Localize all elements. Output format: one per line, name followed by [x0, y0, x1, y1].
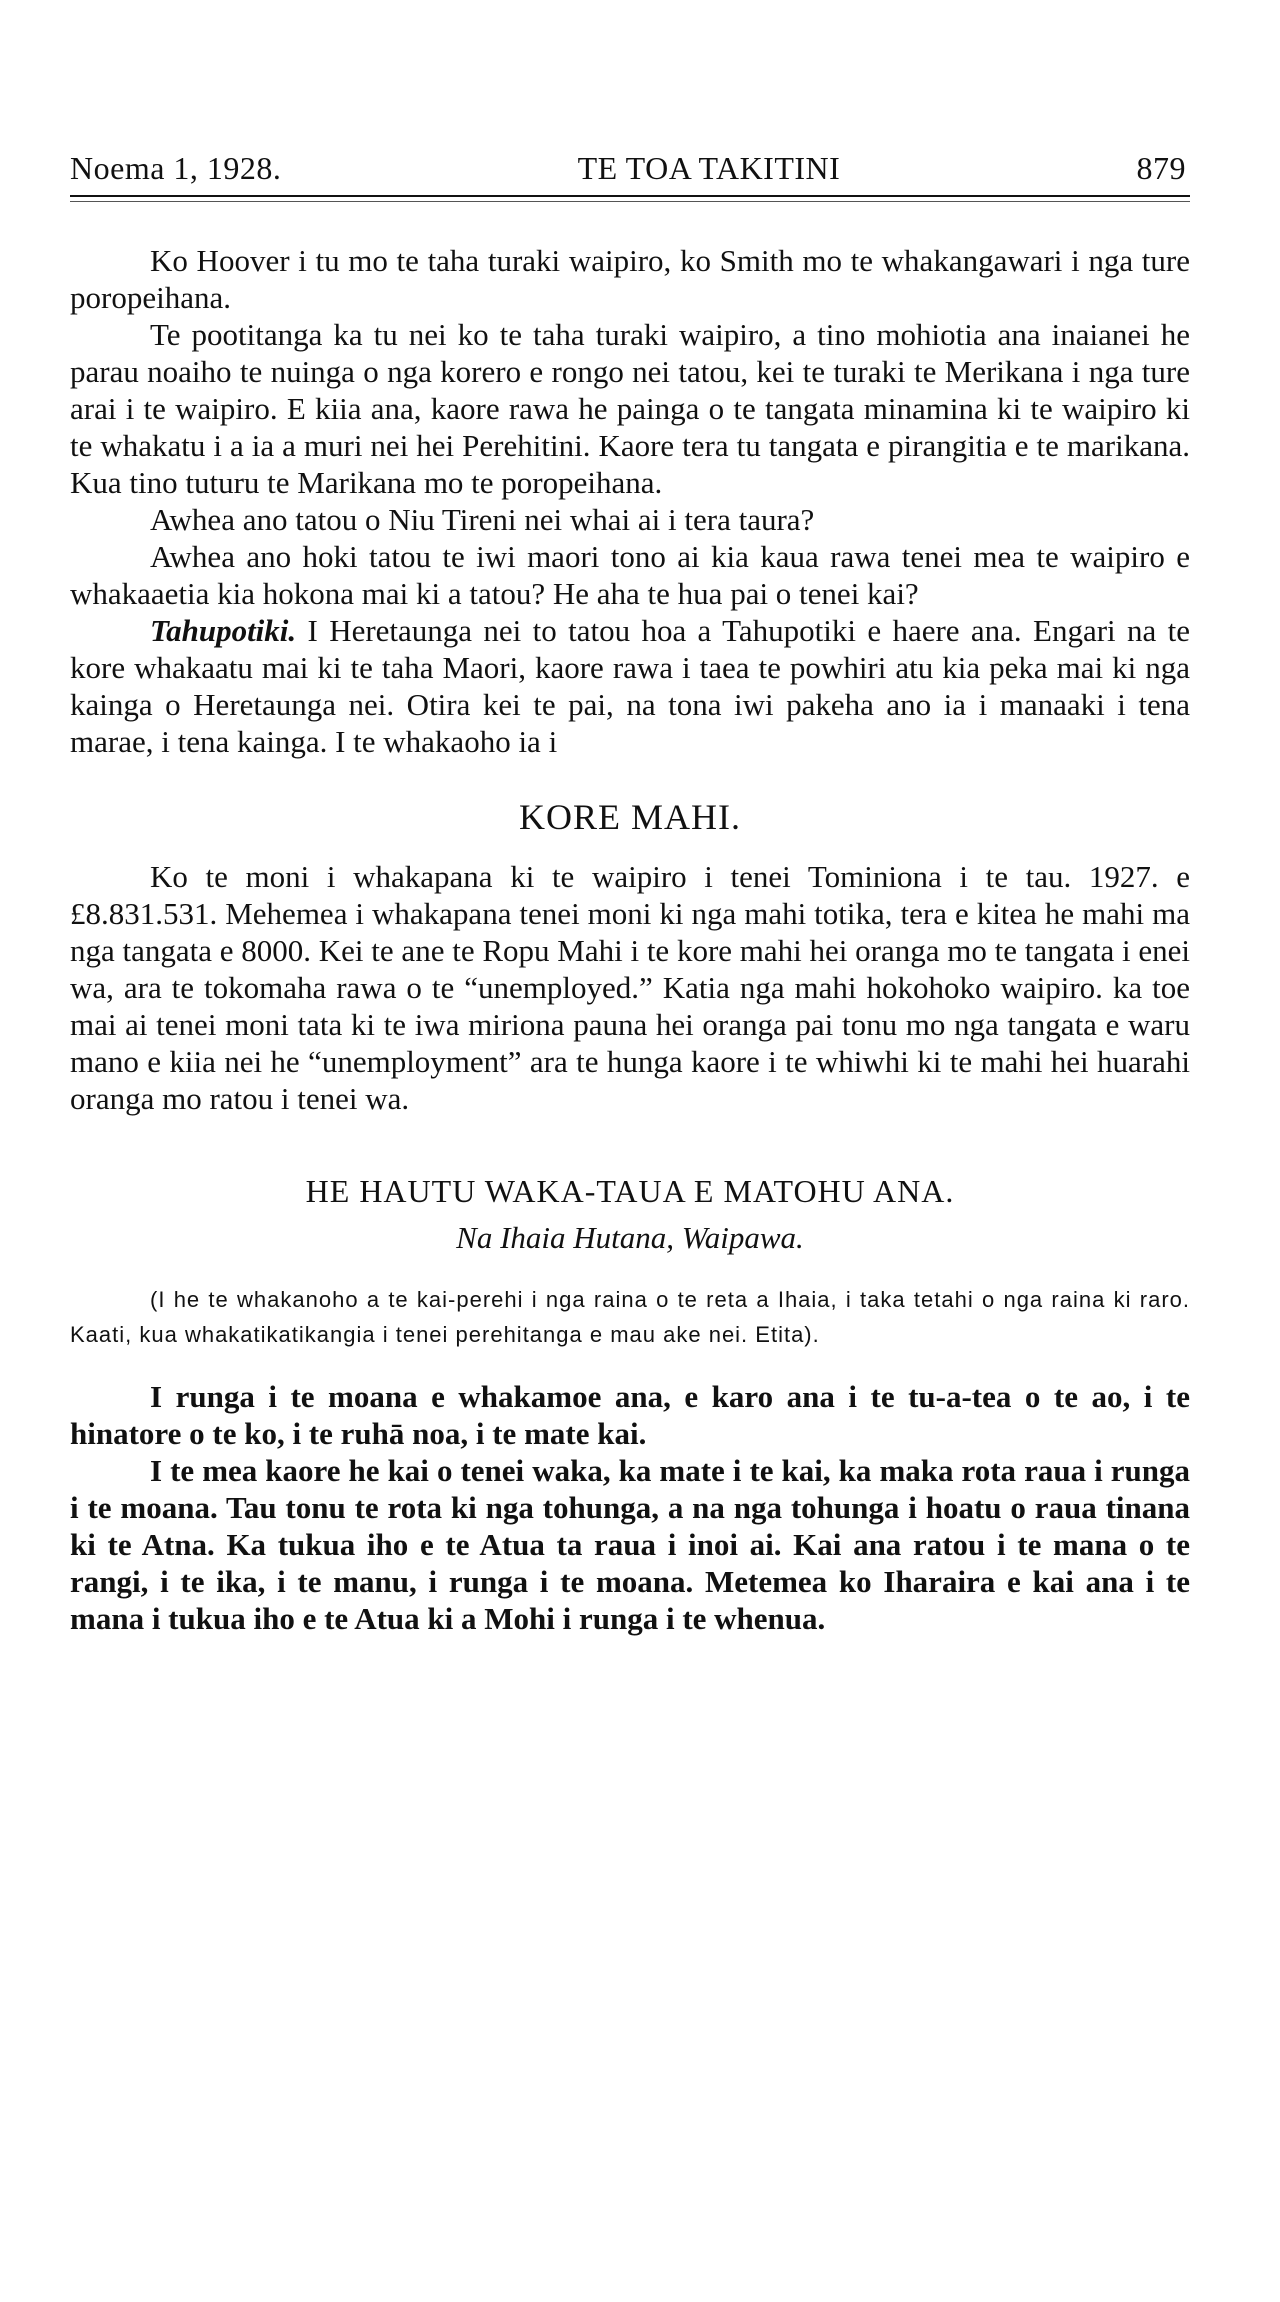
section-title: HE HAUTU WAKA-TAUA E MATOHU ANA. [305, 1173, 955, 1209]
page-header [70, 150, 1190, 193]
paragraph-body: I Heretaunga nei to tatou hoa a Tahupotiki e haere ana. Engari na te kore whakaatu mai ki te taha Maori, kaore rawa i taea te powhiri atu kia peka mai ki nga kainga o Heretaunga nei. Otira kei te pai, na tona iwi pakeha ano ia i manaaki i tena marae, i tena kainga. I te whakaoho ia i [70, 613, 1190, 759]
section-hautu-waka [70, 1173, 1190, 1637]
section-kore-mahi [70, 796, 1190, 1117]
paragraph: Ko Hoover i tu mo te taha turaki waipiro, ko Smith mo te whakangawari i nga ture poropeihana. [70, 243, 1190, 315]
paragraph-lead: Tahupotiki. [150, 613, 297, 648]
paragraph: I te mea kaore he kai o tenei waka, ka mate i te kai, ka maka rota raua i runga i te moana. Tau tonu te rota ki nga tohunga, a na nga tohunga i hoatu o raua tinana ki te Atna. Ka tukua iho e te Atua ta raua i inoi ai. Kai ana ratou i te mana o te rangi, i te ika, i te manu, i runga i te moana. Metemea ko Iharaira e kai ana i te mana i tukua iho e te Atua ki a Mohi i runga i te whenua. [70, 1453, 1190, 1636]
header-rule [70, 195, 1190, 197]
header-title: TE TOA TAKITINI [577, 150, 841, 186]
byline: Na Ihaia Hutana, Waipawa. [456, 1220, 804, 1255]
header-page-number: 879 [1136, 150, 1186, 186]
section-title: KORE MAHI. [519, 797, 741, 837]
header-rule-thin [70, 201, 1190, 202]
paragraph: I runga i te moana e whakamoe ana, e karo ana i te tu-a-tea o te ao, i te hinatore o te ko, i te ruhā noa, i te mate kai. [70, 1379, 1190, 1451]
section-prohibition [70, 242, 1190, 760]
editor-note: (I he te whakanoho a te kai-perehi i nga raina o te reta a Ihaia, i taka tetahi o nga raina ki raro. Kaati, kua whakatikatikangia i tenei perehitanga e mau ake nei. Etita). [70, 1287, 1190, 1347]
paragraph: Awhea ano hoki tatou te iwi maori tono ai kia kaua rawa tenei mea te waipiro e whakaaetia kia hokona mai ki a tatou? He aha te hua pai o tenei kai? [70, 539, 1190, 611]
header-date: Noema 1, 1928. [70, 150, 282, 186]
newspaper-page [70, 150, 1190, 1637]
paragraph-tahupotiki [70, 612, 1190, 760]
paragraph: Ko te moni i whakapana ki te waipiro i tenei Tominiona i te tau. 1927. e £8.831.531. Mehemea i whakapana tenei moni ki nga mahi totika, tera e kitea he mahi ma nga tangata e 8000. Kei te ane te Ropu Mahi i te kore mahi hei oranga mo te tangata i enei wa, ara te tokomaha rawa o te “unemployed.” Katia nga mahi hokohoko waipiro. ka toe mai ai tenei moni tata ki te iwa miriona pauna hei oranga pai tonu mo nga tangata e waru mano e kiia nei he “unemployment” ara te hunga kaore i te whiwhi ki te mahi hei huarahi oranga mo ratou i tenei wa. [70, 859, 1190, 1116]
paragraph: Te pootitanga ka tu nei ko te taha turaki waipiro, a tino mohiotia ana inaianei he parau noaiho te nuinga o nga korero e rongo nei tatou, kei te turaki te Merikana i nga ture arai i te waipiro. E kiia ana, kaore rawa he painga o te tangata minamina ki te waipiro ki te whakatu i a ia a muri nei hei Perehitini. Kaore tera tu tangata e pirangitia e te marikana. Kua tino tuturu te Marikana mo te poropeihana. [70, 317, 1190, 500]
paragraph: Awhea ano tatou o Niu Tireni nei whai ai i tera taura? [150, 502, 815, 537]
